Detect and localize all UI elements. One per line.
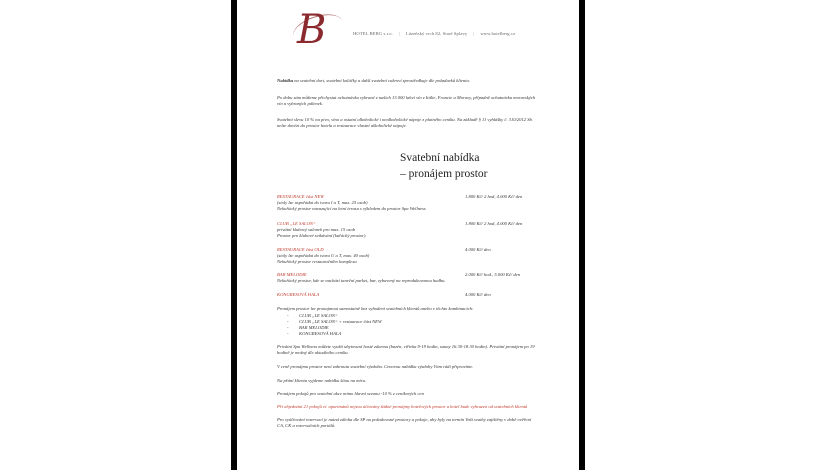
- paragraph-deposit: Pro vyúčtování rezervací je nutná záloha dle SP na požadované prostory a pokoje, aby byly na termín Vaší svatby zajištěny v době ověření CA, CK a rezervačních portálů.: [277, 417, 532, 428]
- venue-bar-melodie: BAR MELODIE 2.000 Kč/ hod., 5.000 Kč/ den Nekuřácký prostor, kde se nachází taneční parket, bar, vybavený na reprodukovanou hudbu.: [277, 272, 520, 283]
- company-address: Lázeňský vrch 82, Staré Splavy: [405, 31, 468, 36]
- company-website: www.hotelberg.cz: [480, 31, 516, 36]
- list-item: - KONGRESOVÁ HALA: [287, 331, 537, 337]
- paragraph-highlight: Při objednání 21 pokojů ví. apartmánů nejsou účtovány žádné pronájmy hotelových prostor a hotel bude vyhrazen od svatebních klientů: [277, 404, 528, 409]
- paragraph-change: Na přání klienta vyjdeme nabídku šitou na míru.: [277, 378, 367, 383]
- section-title: Svatební nabídka – pronájem prostor: [400, 152, 488, 180]
- venue-club-le-salon: CLUB „LE SALON“ 1.800 Kč/ 2 hod, 4.000 Kč/ den privátní klubový salonek pro max. 15 osob Prostor pro klubové setkávání (kuřácký prostor).: [277, 221, 523, 238]
- intro-section: [277, 78, 537, 84]
- venue-restaurace-new: RESTAURACE část NEW 1.800 Kč/ 2 hod, 4.000 Kč/ den (stoly lze uspořádat do tvaru I a T, max. 25 osob) Nekuřácký prostor navazující na letní terasu s výhledem do prostor Spa Wellness: [277, 194, 523, 211]
- venue-kongresova-hala: KONGRESOVÁ HALA 4.000 Kč/ den: [277, 292, 491, 297]
- intro-paragraph-2: Po dobu sám můžeme přichystat ochutnávku vybrané z našich 13.000 lahví vín z Itálie, Francie a Moravy, případně ochutnávku moravských vín a vybraných pálenek.: [277, 95, 536, 106]
- rental-list: [287, 313, 537, 337]
- rental-combinations: [277, 306, 537, 337]
- intro-paragraph-3: Svatební slevu 10 % na pivo, víno a ostatní alkoholické i nealkoholické nápoje z platného ceníku. Na základě § 11 vyhlášky č. 310/2012 Sb. nelze dovézt do prostor hotelu a restaurace vlastní alkoholické nápoje.: [277, 117, 533, 128]
- rental-intro: Pronájem prostor lze pronajmout samostatně bez vyhodení svatebních klientů anebo v těchto kombinacích:: [277, 306, 474, 311]
- letterhead-info: HOTEL BERG s.r.o. | Lázeňský vrch 82, Staré Splavy | www.hotelberg.cz: [353, 31, 516, 36]
- paragraph-price: V ceně pronájmu prostor není zahrnuta svatební výzdoba. Cenovou nabídku výzdoby Vám rádi připravíme.: [277, 364, 474, 369]
- list-item: - CLUB „LE SALON“ + restaurace část NEW: [287, 319, 537, 325]
- hotel-logo: B: [297, 7, 327, 53]
- letterhead: [237, 0, 579, 60]
- paragraph-minimum: Pronájem pokojů pro svatební akce mimo hlavní sezonu -10 % z ceníkových cen: [277, 391, 424, 396]
- document-page[interactable]: [237, 0, 579, 470]
- viewer-margin-right: [579, 0, 585, 470]
- list-item: - CLUB „LE SALON“: [287, 313, 537, 319]
- paragraph-spa: Privátní Spa Wellness můžete využít ubytovaní hosté zdarma (bazén, vířivka 9-19 hodin, sauny 16.30-18.30 hodin). Privátní pronájem po 19 hodině je možný dle aktuálního ceníku.: [277, 344, 535, 355]
- intro-paragraph-1: Nabídka na svatební dort, svatební koláčky a další svatební cukroví zprostředkuje dle požadavků klienta.: [277, 78, 470, 83]
- venue-restaurace-old: RESTAURACE část OLD 4.000 Kč/ den (stoly lze uspořádat do tvaru U a T, max. 40 osob) Nekuřácký prostor restauračního komplexu: [277, 247, 491, 264]
- list-item: - BAR MELODIE: [287, 325, 537, 331]
- company-name: HOTEL BERG s.r.o.: [353, 31, 393, 36]
